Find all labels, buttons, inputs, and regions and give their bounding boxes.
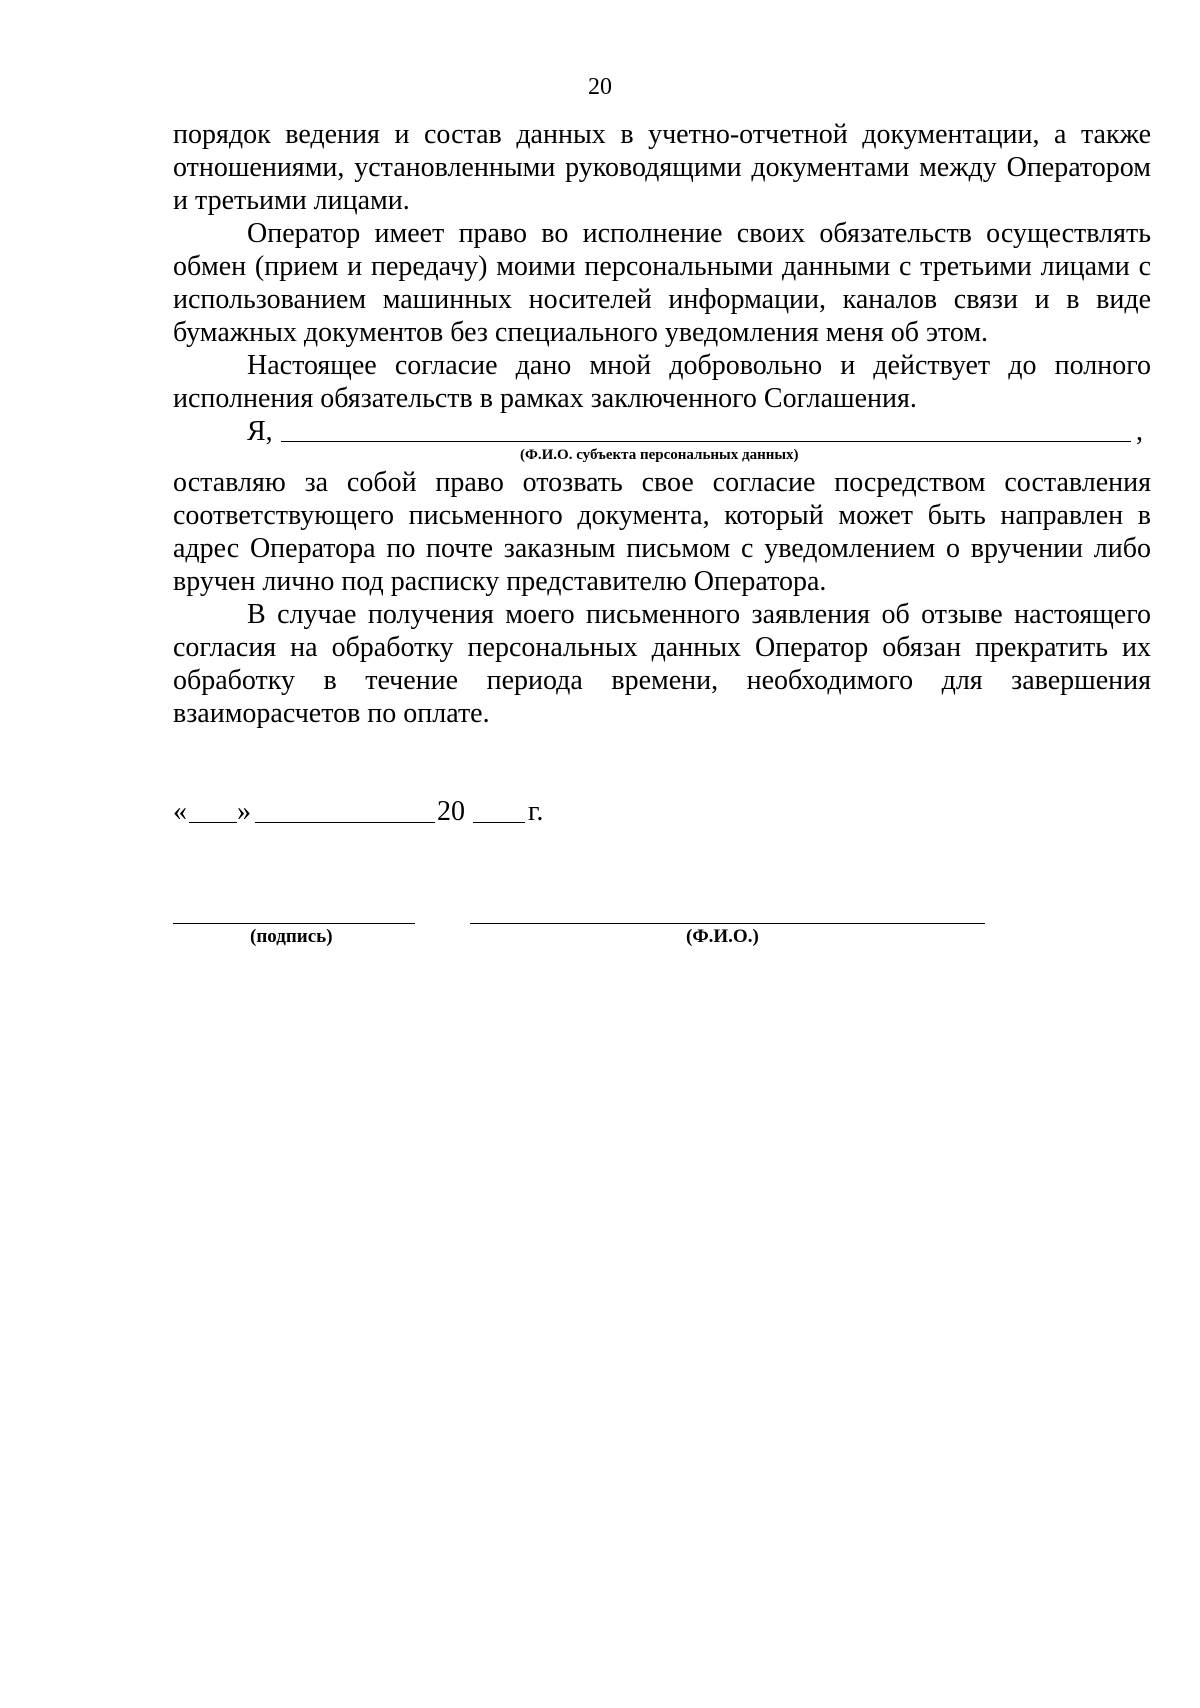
signature-blank-line[interactable]: [173, 923, 415, 924]
page-number: 20: [588, 74, 612, 100]
subject-fio-blank-line[interactable]: [281, 441, 1131, 442]
subject-fio-suffix: ,: [1136, 416, 1143, 447]
consent-text-upper: [173, 118, 1151, 415]
fio-caption: (Ф.И.О.): [686, 926, 759, 947]
date-year-suffix: г.: [528, 796, 544, 827]
fio-blank-line[interactable]: [470, 923, 985, 924]
subject-fio-prefix: Я,: [247, 416, 273, 447]
paragraph-revocation-right: оставляю за собой право отозвать свое согласие посредством составления соответствующего письменного документа, который может быть направлен в адрес Оператора по почте заказным письмом с уведомлением о вручении либо вручен лично под расписку представителю Оператора.: [173, 467, 1151, 597]
paragraph-voluntary-consent: Настоящее согласие дано мной добровольно и действует до полного исполнения обязательств в рамках заключенного Соглашения.: [173, 350, 1151, 414]
date-close-quote: »: [237, 796, 251, 827]
paragraph-continuation: порядок ведения и состав данных в учетно-отчетной документации, а также отношениями, установленными руководящими документами между Оператором и третьими лицами.: [173, 119, 1151, 216]
signature-caption: (подпись): [250, 926, 333, 947]
date-day-blank[interactable]: [189, 822, 237, 823]
paragraph-operator-rights: Оператор имеет право во исполнение своих обязательств осуществлять обмен (прием и передачу) моими персональными данными с третьими лицами с использованием машинных носителей информации, каналов связи и в виде бумажных документов без специального уведомления меня об этом.: [173, 218, 1151, 348]
date-open-quote: «: [173, 796, 187, 827]
date-year-blank[interactable]: [473, 822, 525, 823]
date-year-prefix: 20: [437, 796, 465, 827]
paragraph-revocation-effect: В случае получения моего письменного заявления об отзыве настоящего согласия на обработку персональных данных Оператор обязан прекратить их обработку в течение периода времени, необходимого для завершения взаиморасчетов по оплате.: [173, 599, 1151, 729]
date-month-blank[interactable]: [255, 822, 435, 823]
subject-fio-caption: (Ф.И.О. субъекта персональных данных): [520, 447, 799, 463]
consent-text-lower: [173, 466, 1151, 730]
